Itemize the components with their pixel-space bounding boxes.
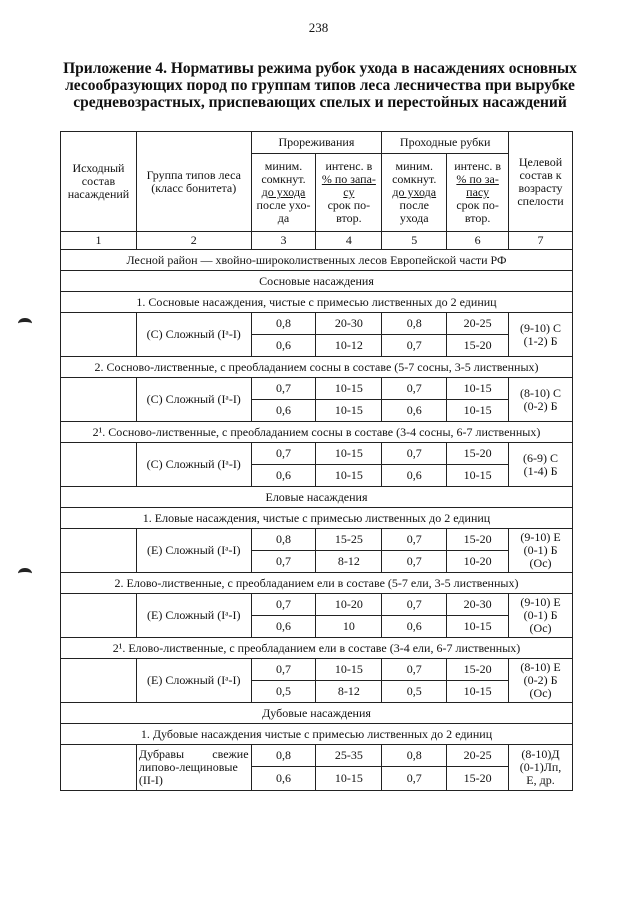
value-cell: 10-20 <box>316 594 382 616</box>
forest-type-cell: Дубравы свежие липово-лещиновые (II-I) <box>136 745 251 791</box>
value-cell: 10-15 <box>316 465 382 487</box>
column-number: 3 <box>251 232 316 250</box>
column-numbers-row <box>61 232 573 250</box>
group-title: 1. Сосновые насаждения, чистые с примесью лиственных до 2 единиц <box>61 292 573 313</box>
value-cell: 0,6 <box>251 616 316 638</box>
value-cell: 15-20 <box>447 659 509 681</box>
column-number: 1 <box>61 232 137 250</box>
group-title: 2. Елово-лиственные, с преобладанием ели в составе (5-7 ели, 3-5 лиственных) <box>61 573 573 594</box>
target-cell: (9-10) Е (0-1) Б (Ос) <box>509 594 573 638</box>
forest-type-cell: (Е) Сложный (Iᵃ-I) <box>136 659 251 703</box>
value-cell: 10-20 <box>447 551 509 573</box>
margin-mark <box>18 568 32 579</box>
section-heading-oak: Дубовые насаждения <box>61 703 573 724</box>
value-cell: 15-20 <box>447 529 509 551</box>
value-cell: 10-15 <box>316 767 382 791</box>
value-cell: 0,7 <box>251 443 316 465</box>
norms-table <box>60 131 573 791</box>
forest-type-cell: (С) Сложный (Iᵃ-I) <box>136 313 251 357</box>
value-cell: 0,6 <box>251 400 316 422</box>
value-cell: 10 <box>316 616 382 638</box>
value-cell: 15-25 <box>316 529 382 551</box>
column-number: 2 <box>136 232 251 250</box>
value-cell: 0,7 <box>251 659 316 681</box>
value-cell: 0,6 <box>251 767 316 791</box>
region-heading: Лесной район — хвойно-широколиственных лесов Европейской части РФ <box>61 250 573 271</box>
forest-type-cell: (Е) Сложный (Iᵃ-I) <box>136 594 251 638</box>
value-cell: 0,7 <box>382 767 447 791</box>
target-cell: (9-10) Е (0-1) Б (Ос) <box>509 529 573 573</box>
section-heading-spruce: Еловые насаждения <box>61 487 573 508</box>
value-cell: 0,5 <box>251 681 316 703</box>
value-cell: 20-30 <box>447 594 509 616</box>
value-cell: 10-15 <box>447 378 509 400</box>
value-cell: 0,6 <box>251 465 316 487</box>
value-cell: 10-15 <box>447 681 509 703</box>
header-thinning: Прореживания <box>251 132 382 154</box>
value-cell: 0,6 <box>382 465 447 487</box>
value-cell: 15-20 <box>447 443 509 465</box>
value-cell: 8-12 <box>316 551 382 573</box>
margin-mark <box>18 318 32 329</box>
column-number: 5 <box>382 232 447 250</box>
value-cell: 0,6 <box>382 400 447 422</box>
value-cell: 0,6 <box>382 616 447 638</box>
empty-cell <box>61 443 137 487</box>
value-cell: 0,7 <box>382 551 447 573</box>
value-cell: 10-12 <box>316 335 382 357</box>
target-cell: (8-10) С (0-2) Б <box>509 378 573 422</box>
value-cell: 0,7 <box>251 551 316 573</box>
target-cell: (8-10) Е (0-2) Б (Ос) <box>509 659 573 703</box>
value-cell: 0,6 <box>251 335 316 357</box>
empty-cell <box>61 659 137 703</box>
value-cell: 8-12 <box>316 681 382 703</box>
value-cell: 10-15 <box>316 378 382 400</box>
header-passage-cutting: Проходные рубки <box>382 132 509 154</box>
value-cell: 20-30 <box>316 313 382 335</box>
value-cell: 0,8 <box>251 529 316 551</box>
value-cell: 0,7 <box>382 443 447 465</box>
column-number: 4 <box>316 232 382 250</box>
group-title: 1. Дубовые насаждения чистые с примесью лиственных до 2 единиц <box>61 724 573 745</box>
header-initial-composition: Исходный состав насаждений <box>61 132 137 232</box>
value-cell: 10-15 <box>447 465 509 487</box>
value-cell: 10-15 <box>447 616 509 638</box>
value-cell: 20-25 <box>447 745 509 767</box>
value-cell: 10-15 <box>316 400 382 422</box>
value-cell: 15-20 <box>447 767 509 791</box>
value-cell: 10-15 <box>447 400 509 422</box>
empty-cell <box>61 313 137 357</box>
value-cell: 10-15 <box>316 659 382 681</box>
group-title: 2. Сосново-лиственные, с преобладанием сосны в составе (5-7 сосны, 3-5 лиственных) <box>61 357 573 378</box>
value-cell: 15-20 <box>447 335 509 357</box>
target-cell: (8-10)Д (0-1)Лп, Е, др. <box>509 745 573 791</box>
column-number: 6 <box>447 232 509 250</box>
value-cell: 0,8 <box>251 745 316 767</box>
value-cell: 0,8 <box>251 313 316 335</box>
value-cell: 0,7 <box>382 594 447 616</box>
empty-cell <box>61 529 137 573</box>
forest-type-cell: (С) Сложный (Iᵃ-I) <box>136 378 251 422</box>
header-intensity-passage: интенс. в % по за- пасу срок по- втор. <box>447 154 509 232</box>
group-title: 2¹. Сосново-лиственные, с преобладанием сосны в составе (3-4 сосны, 6-7 лиственных) <box>61 422 573 443</box>
value-cell: 0,8 <box>382 313 447 335</box>
target-cell: (9-10) С (1-2) Б <box>509 313 573 357</box>
target-cell: (6-9) С (1-4) Б <box>509 443 573 487</box>
value-cell: 0,5 <box>382 681 447 703</box>
value-cell: 0,7 <box>382 335 447 357</box>
value-cell: 20-25 <box>447 313 509 335</box>
value-cell: 0,7 <box>251 378 316 400</box>
header-min-closure-thinning: миним. сомкнут. до ухода после ухо- да <box>251 154 316 232</box>
value-cell: 0,7 <box>382 378 447 400</box>
empty-cell <box>61 594 137 638</box>
page-number: 238 <box>308 20 329 35</box>
empty-cell <box>61 745 137 791</box>
page-title: Приложение 4. Нормативы режима рубок ухода в насаждениях основных лесообразующих пород по группам типов леса лесничества при вырубке средневозрастных, приспевающих спелых и перестойных насаждений <box>63 60 577 111</box>
section-heading-pine: Сосновые насаждения <box>61 271 573 292</box>
value-cell: 0,7 <box>382 529 447 551</box>
header-intensity-thinning: интенс. в % по запа- су срок по- втор. <box>316 154 382 232</box>
value-cell: 0,7 <box>382 659 447 681</box>
header-target-composition: Целевой состав к возрасту спелости <box>509 132 573 232</box>
group-title: 2¹. Елово-лиственные, с преобладанием ели в составе (3-4 ели, 6-7 лиственных) <box>61 638 573 659</box>
value-cell: 25-35 <box>316 745 382 767</box>
value-cell: 0,8 <box>382 745 447 767</box>
value-cell: 10-15 <box>316 443 382 465</box>
column-number: 7 <box>509 232 573 250</box>
header-min-closure-passage: миним. сомкнут. до ухода после ухода <box>382 154 447 232</box>
header-forest-type-group: Группа типов леса (класс бонитета) <box>136 132 251 232</box>
empty-cell <box>61 378 137 422</box>
value-cell: 0,7 <box>251 594 316 616</box>
group-title: 1. Еловые насаждения, чистые с примесью лиственных до 2 единиц <box>61 508 573 529</box>
forest-type-cell: (Е) Сложный (Iᵃ-I) <box>136 529 251 573</box>
forest-type-cell: (С) Сложный (Iᵃ-I) <box>136 443 251 487</box>
